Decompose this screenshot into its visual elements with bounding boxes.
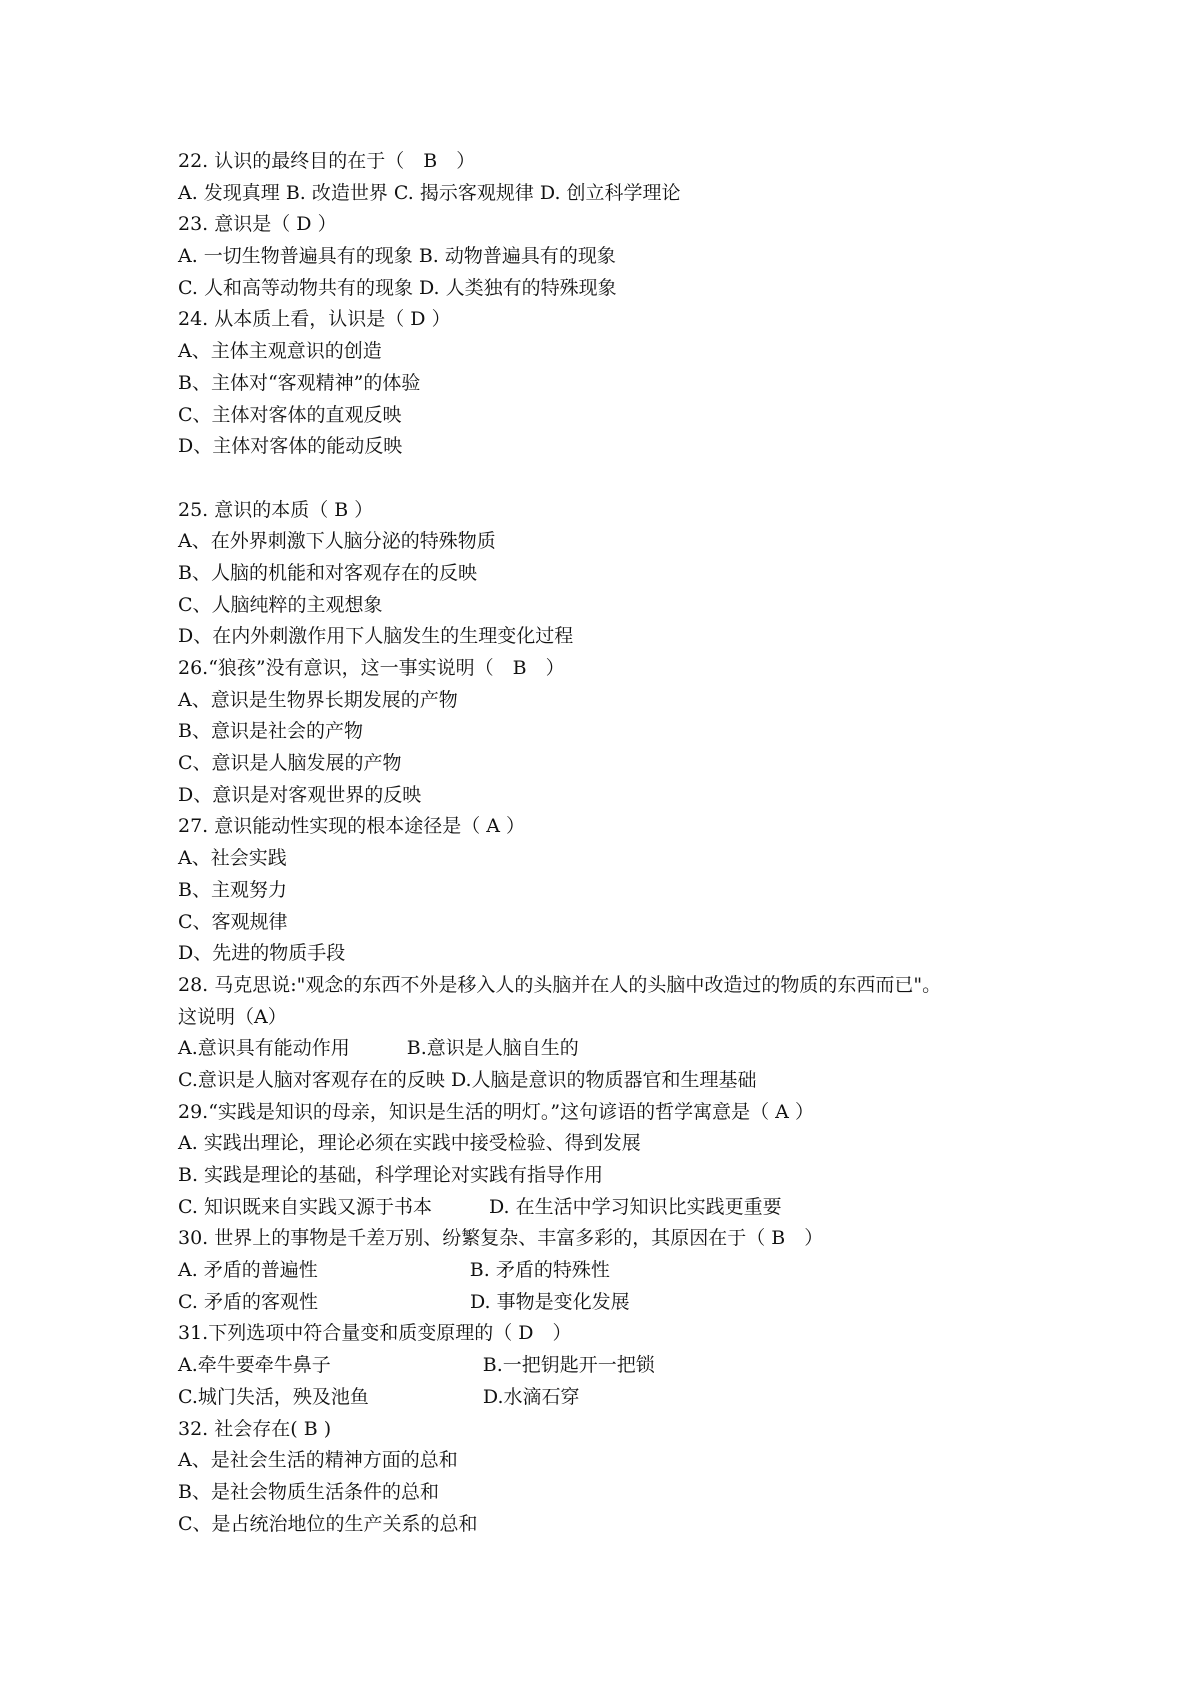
question-28-continued: 这说明（A） [178,1005,287,1028]
question-26-option-b: B、意识是社会的产物 [178,720,363,743]
question-25-option-d: D、在内外刺激作用下人脑发生的生理变化过程 [178,625,574,648]
question-32-option-c: C、是占统治地位的生产关系的总和 [178,1512,478,1535]
question-26-option-c: C、意识是人脑发展的产物 [178,752,402,775]
question-32-option-b: B、是社会物质生活条件的总和 [178,1480,439,1503]
question-30-options-cd: C. 矛盾的客观性 D. 事物是变化发展 [178,1290,630,1313]
question-31-options-ab: A.牵牛要牵牛鼻子 B.一把钥匙开一把锁 [178,1354,655,1377]
question-29-option-a: A. 实践出理论，理论必须在实践中接受检验、得到发展 [178,1132,641,1155]
question-25-option-a: A、在外界刺激下人脑分泌的特殊物质 [178,530,496,553]
question-25-option-b: B、人脑的机能和对客观存在的反映 [178,561,477,584]
question-22-options: A. 发现真理 B. 改造世界 C. 揭示客观规律 D. 创立科学理论 [178,181,681,204]
question-24-option-c: C、主体对客体的直观反映 [178,403,402,426]
question-30: 30. 世界上的事物是千差万别、纷繁复杂、丰富多彩的，其原因在于（ B ） [178,1227,824,1250]
question-27-option-a: A、社会实践 [178,847,287,870]
question-27-option-d: D、先进的物质手段 [178,942,346,965]
question-22: 22. 认识的最终目的在于（ B ） [178,150,476,172]
blank-line [178,463,1078,495]
question-28-options-ab: A.意识具有能动作用 B.意识是人脑自生的 [178,1037,579,1060]
question-25: 25. 意识的本质（ B ） [178,498,374,521]
question-24-option-b: B、主体对“客观精神”的体验 [178,371,421,394]
question-24-option-d: D、主体对客体的能动反映 [178,435,403,458]
question-31-options-cd: C.城门失活，殃及池鱼 D.水滴石穿 [178,1385,580,1408]
question-24-option-a: A、主体主观意识的创造 [178,340,382,363]
question-27-option-b: B、主观努力 [178,878,287,901]
question-27: 27. 意识能动性实现的根本途径是（ A ） [178,815,526,838]
question-list [178,146,1078,1540]
question-26: 26.“狼孩”没有意识，这一事实说明（ B ） [178,657,565,679]
question-25-option-c: C、人脑纯粹的主观想象 [178,593,383,616]
question-32: 32. 社会存在( B ) [178,1417,332,1440]
question-23: 23. 意识是（ D ） [178,213,337,236]
question-29-option-b: B. 实践是理论的基础，科学理论对实践有指导作用 [178,1164,604,1186]
question-32-option-a: A、是社会生活的精神方面的总和 [178,1449,458,1472]
question-29: 29.“实践是知识的母亲，知识是生活的明灯。”这句谚语的哲学寓意是（ A ） [178,1100,814,1123]
question-29-options-cd: C. 知识既来自实践又源于书本 D. 在生活中学习知识比实践更重要 [178,1195,782,1218]
question-23-options-cd: C. 人和高等动物共有的现象 D. 人类独有的特殊现象 [178,276,617,299]
question-31: 31.下列选项中符合量变和质变原理的（ D ） [178,1322,572,1345]
question-28: 28. 马克思说:"观念的东西不外是移入人的头脑并在人的头脑中改造过的物质的东西而已"。 [178,973,942,996]
question-23-options-ab: A. 一切生物普遍具有的现象 B. 动物普遍具有的现象 [178,245,616,268]
question-27-option-c: C、客观规律 [178,910,288,933]
question-26-option-d: D、意识是对客观世界的反映 [178,783,422,806]
question-24: 24. 从本质上看，认识是（ D ） [178,308,451,331]
question-28-options-cd: C.意识是人脑对客观存在的反映 D.人脑是意识的物质器官和生理基础 [178,1068,757,1091]
question-26-option-a: A、意识是生物界长期发展的产物 [178,688,458,711]
question-30-options-ab: A. 矛盾的普遍性 B. 矛盾的特殊性 [178,1259,610,1282]
